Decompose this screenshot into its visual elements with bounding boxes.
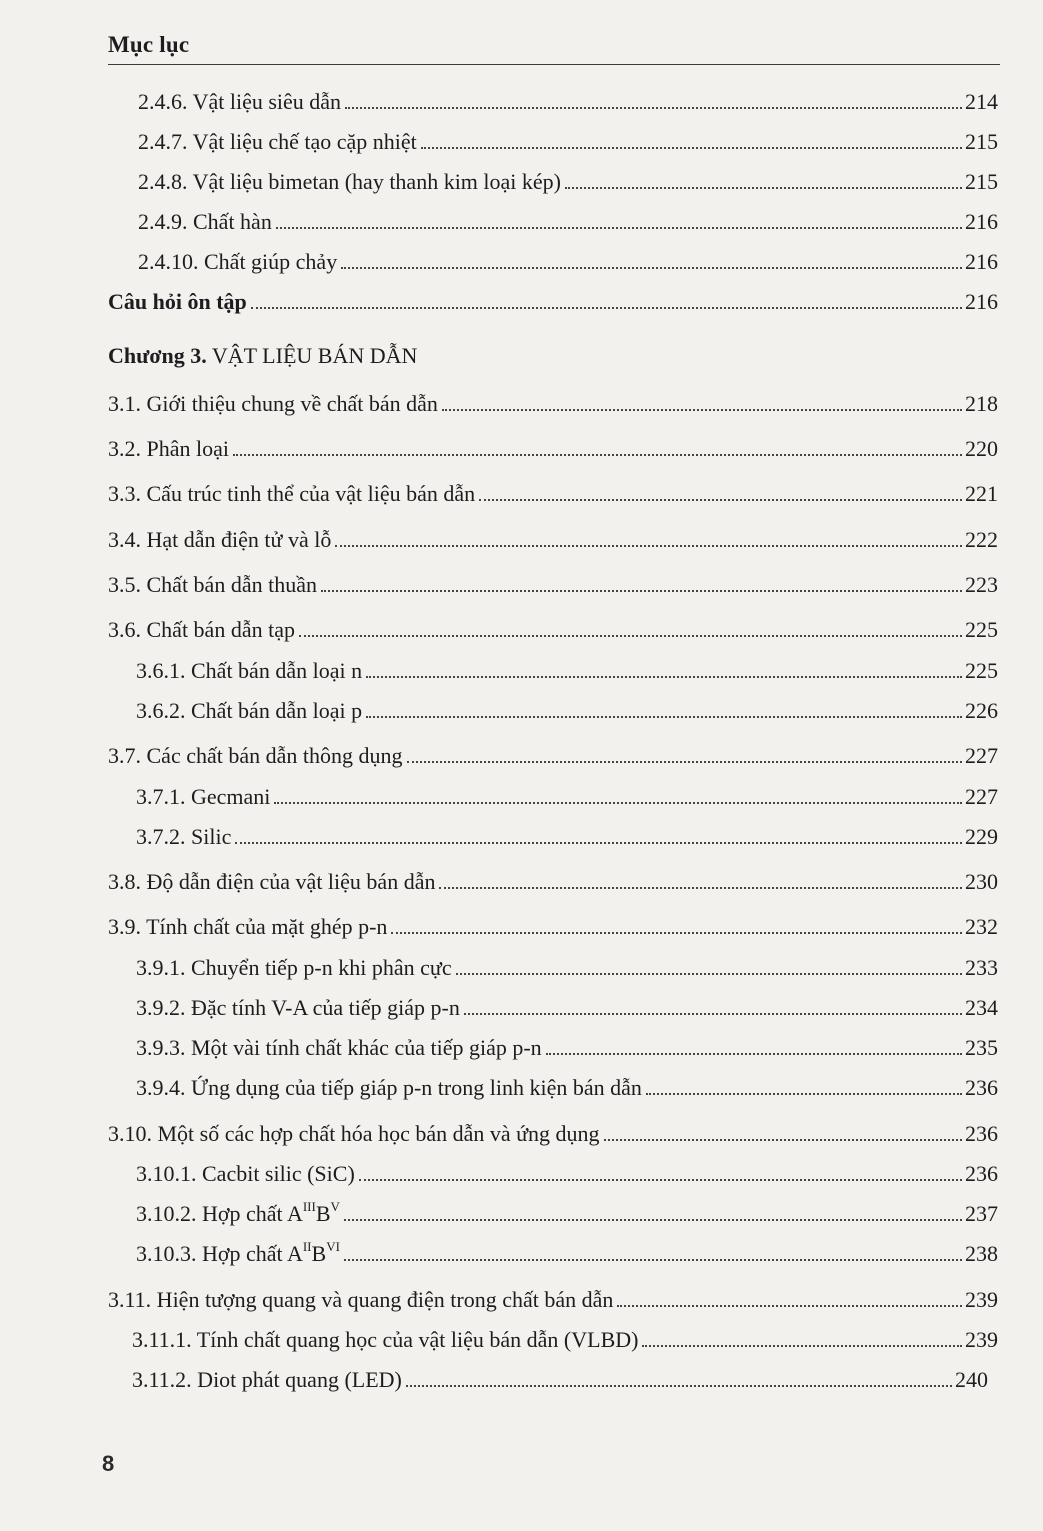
dot-leader [421, 147, 962, 149]
toc-entry[interactable] [108, 526, 998, 554]
toc-entry-title: 3.7. Các chất bán dẫn thông dụng [108, 743, 403, 768]
header-title: Mục lục [108, 32, 190, 57]
dot-leader [646, 1093, 962, 1095]
toc-entry-title: 3.6.2. Chất bán dẫn loại p [136, 698, 363, 723]
toc-entry-title: 3.2. Phân loại [108, 436, 229, 461]
dot-leader [464, 1013, 962, 1015]
toc-entry-page: 237 [965, 1201, 998, 1226]
dot-leader [366, 676, 962, 678]
formula-mid: B [315, 1201, 331, 1226]
toc-entry[interactable] [138, 128, 998, 156]
toc-entry-page: 216 [965, 249, 998, 274]
dot-leader [274, 802, 962, 804]
dot-leader [345, 107, 962, 109]
toc-entry[interactable] [108, 390, 998, 418]
toc-entry-page: 230 [965, 869, 998, 894]
toc-entry-page: 225 [965, 658, 998, 683]
toc-entry-title [136, 1200, 340, 1228]
toc-entry-page: 238 [965, 1241, 998, 1266]
toc-entry[interactable] [136, 1074, 998, 1102]
toc-entry[interactable] [132, 1326, 998, 1354]
toc-entry-page: 239 [965, 1327, 998, 1352]
toc-entry-title: 3.8. Độ dẫn điện của vật liệu bán dẫn [108, 869, 436, 894]
toc-entry-page: 232 [965, 914, 998, 939]
toc-entry[interactable] [138, 168, 998, 196]
toc-entry-page: 229 [965, 824, 998, 849]
toc-entry[interactable] [108, 616, 998, 644]
toc-entry-title: 2.4.7. Vật liệu chế tạo cặp nhiệt [138, 129, 417, 154]
chapter-label: Chương 3. [108, 343, 207, 368]
toc-entry-title: 3.11.1. Tính chất quang học của vật liệu bán dẫn (VLBD) [132, 1327, 639, 1352]
toc-entry-page: 221 [965, 481, 998, 506]
toc-entry[interactable] [136, 697, 998, 725]
toc-entry-page: 235 [965, 1035, 998, 1060]
page-number: 8 [102, 1451, 115, 1476]
toc-entry-title: 3.9.3. Một vài tính chất khác của tiếp giáp p-n [136, 1035, 542, 1060]
toc-entry[interactable] [136, 783, 998, 811]
toc-entry[interactable] [138, 88, 998, 116]
toc-entry-page: 220 [965, 436, 998, 461]
toc-entry[interactable] [136, 1240, 998, 1268]
dot-leader [344, 1259, 962, 1261]
toc-entry-title: 3.9.2. Đặc tính V-A của tiếp giáp p-n [136, 995, 460, 1020]
formula-superscript: V [330, 1198, 340, 1214]
dot-leader [604, 1139, 962, 1141]
toc-entry-title: 3.6.1. Chất bán dẫn loại n [136, 658, 363, 683]
toc-entry-title: 3.6. Chất bán dẫn tạp [108, 617, 295, 642]
toc-entry-page: 215 [965, 169, 998, 194]
formula-superscript: II [302, 1238, 312, 1254]
toc-entry-page: 218 [965, 391, 998, 416]
toc-entry-title: 2.4.10. Chất giúp chảy [138, 249, 338, 274]
dot-leader [341, 267, 962, 269]
toc-entry-page: 214 [965, 89, 998, 114]
toc-entry[interactable] [136, 1160, 998, 1188]
toc-entry-title: 3.9.1. Chuyển tiếp p-n khi phân cực [136, 955, 452, 980]
toc-entry[interactable] [138, 248, 998, 276]
toc-entry[interactable] [108, 868, 998, 896]
toc-entry-page: 222 [965, 527, 998, 552]
toc-entry-page: 236 [965, 1161, 998, 1186]
toc-entry[interactable] [108, 742, 998, 770]
toc-entry-page: 234 [965, 995, 998, 1020]
toc-entry-title [136, 1240, 340, 1268]
dot-leader [251, 307, 962, 309]
toc-entry[interactable] [138, 208, 998, 236]
toc-entry-review[interactable] [108, 288, 998, 316]
toc-entry[interactable] [136, 823, 998, 851]
formula-mid: B [311, 1241, 327, 1266]
toc-entry-title: 3.4. Hạt dẫn điện tử và lỗ [108, 527, 332, 552]
toc-entry[interactable] [108, 571, 998, 599]
toc-entry[interactable] [136, 657, 998, 685]
dot-leader [617, 1305, 962, 1307]
dot-leader [642, 1345, 962, 1347]
toc-entry-title: 3.10.1. Cacbit silic (SiC) [136, 1161, 355, 1186]
toc-entry-title: 2.4.9. Chất hàn [138, 209, 272, 234]
dot-leader [407, 761, 963, 763]
dot-leader [366, 716, 962, 718]
toc-entry-page: 216 [965, 289, 998, 314]
dot-leader [359, 1179, 962, 1181]
dot-leader [439, 887, 962, 889]
chapter-title: VẬT LIỆU BÁN DẪN [211, 343, 418, 368]
dot-leader [299, 635, 962, 637]
toc-entry-title: 3.7.1. Gecmani [136, 784, 271, 809]
toc-entry-page: 226 [965, 698, 998, 723]
toc-entry-page: 223 [965, 572, 998, 597]
dot-leader [479, 499, 962, 501]
dot-leader [391, 932, 962, 934]
toc-entry-page: 227 [965, 784, 998, 809]
dot-leader [344, 1219, 962, 1221]
toc-entry-page: 236 [965, 1121, 998, 1146]
dot-leader [233, 454, 962, 456]
toc-entry[interactable] [108, 1120, 998, 1148]
toc-entry-page: 240 [955, 1367, 988, 1392]
toc-entry-title: 3.9.4. Ứng dụng của tiếp giáp p-n trong linh kiện bán dẫn [136, 1075, 642, 1100]
dot-leader [276, 227, 962, 229]
dot-leader [321, 590, 962, 592]
dot-leader [442, 409, 962, 411]
toc-entry[interactable] [132, 1366, 988, 1394]
toc-entry-title: 3.7.2. Silic [136, 824, 232, 849]
toc-entry-page: 233 [965, 955, 998, 980]
toc-entry[interactable] [108, 480, 998, 508]
toc-entry-title: 3.10. Một số các hợp chất hóa học bán dẫn và ứng dụng [108, 1121, 600, 1146]
toc-entry-title: Câu hỏi ôn tập [108, 289, 247, 314]
toc-entry[interactable] [108, 1286, 998, 1314]
toc-entry-title: 2.4.6. Vật liệu siêu dẫn [138, 89, 342, 114]
formula-prefix: 3.10.2. Hợp chất A [136, 1201, 303, 1226]
toc-entry-page: 216 [965, 209, 998, 234]
dot-leader [406, 1385, 952, 1387]
toc-entry-title: 3.5. Chất bán dẫn thuần [108, 572, 317, 597]
dot-leader [235, 842, 962, 844]
dot-leader [546, 1053, 962, 1055]
toc-entry-title: 3.11.2. Diot phát quang (LED) [132, 1367, 402, 1392]
toc-entry-page: 225 [965, 617, 998, 642]
toc-entry-page: 236 [965, 1075, 998, 1100]
toc-entry-title: 2.4.8. Vật liệu bimetan (hay thanh kim loại kép) [138, 169, 561, 194]
toc-entry[interactable] [136, 994, 998, 1022]
toc-entry[interactable] [136, 1034, 998, 1062]
dot-leader [456, 973, 962, 975]
dot-leader [335, 545, 962, 547]
toc-entry[interactable] [108, 435, 998, 463]
formula-prefix: 3.10.3. Hợp chất A [136, 1241, 303, 1266]
toc-entry[interactable] [136, 954, 998, 982]
toc-entry-title: 3.1. Giới thiệu chung về chất bán dẫn [108, 391, 438, 416]
toc-entry[interactable] [108, 913, 998, 941]
formula-superscript: VI [326, 1238, 340, 1254]
toc-entry-title: 3.11. Hiện tượng quang và quang điện trong chất bán dẫn [108, 1287, 614, 1312]
toc-entry-title: 3.9. Tính chất của mặt ghép p-n [108, 914, 388, 939]
toc-entry-title: 3.3. Cấu trúc tinh thể của vật liệu bán dẫn [108, 481, 476, 506]
toc-entry-page: 227 [965, 743, 998, 768]
chapter-heading[interactable] [108, 342, 417, 370]
toc-entry-page: 239 [965, 1287, 998, 1312]
dot-leader [565, 187, 962, 189]
formula-superscript: III [302, 1198, 316, 1214]
toc-entry[interactable] [136, 1200, 998, 1228]
toc-entry-page: 215 [965, 129, 998, 154]
